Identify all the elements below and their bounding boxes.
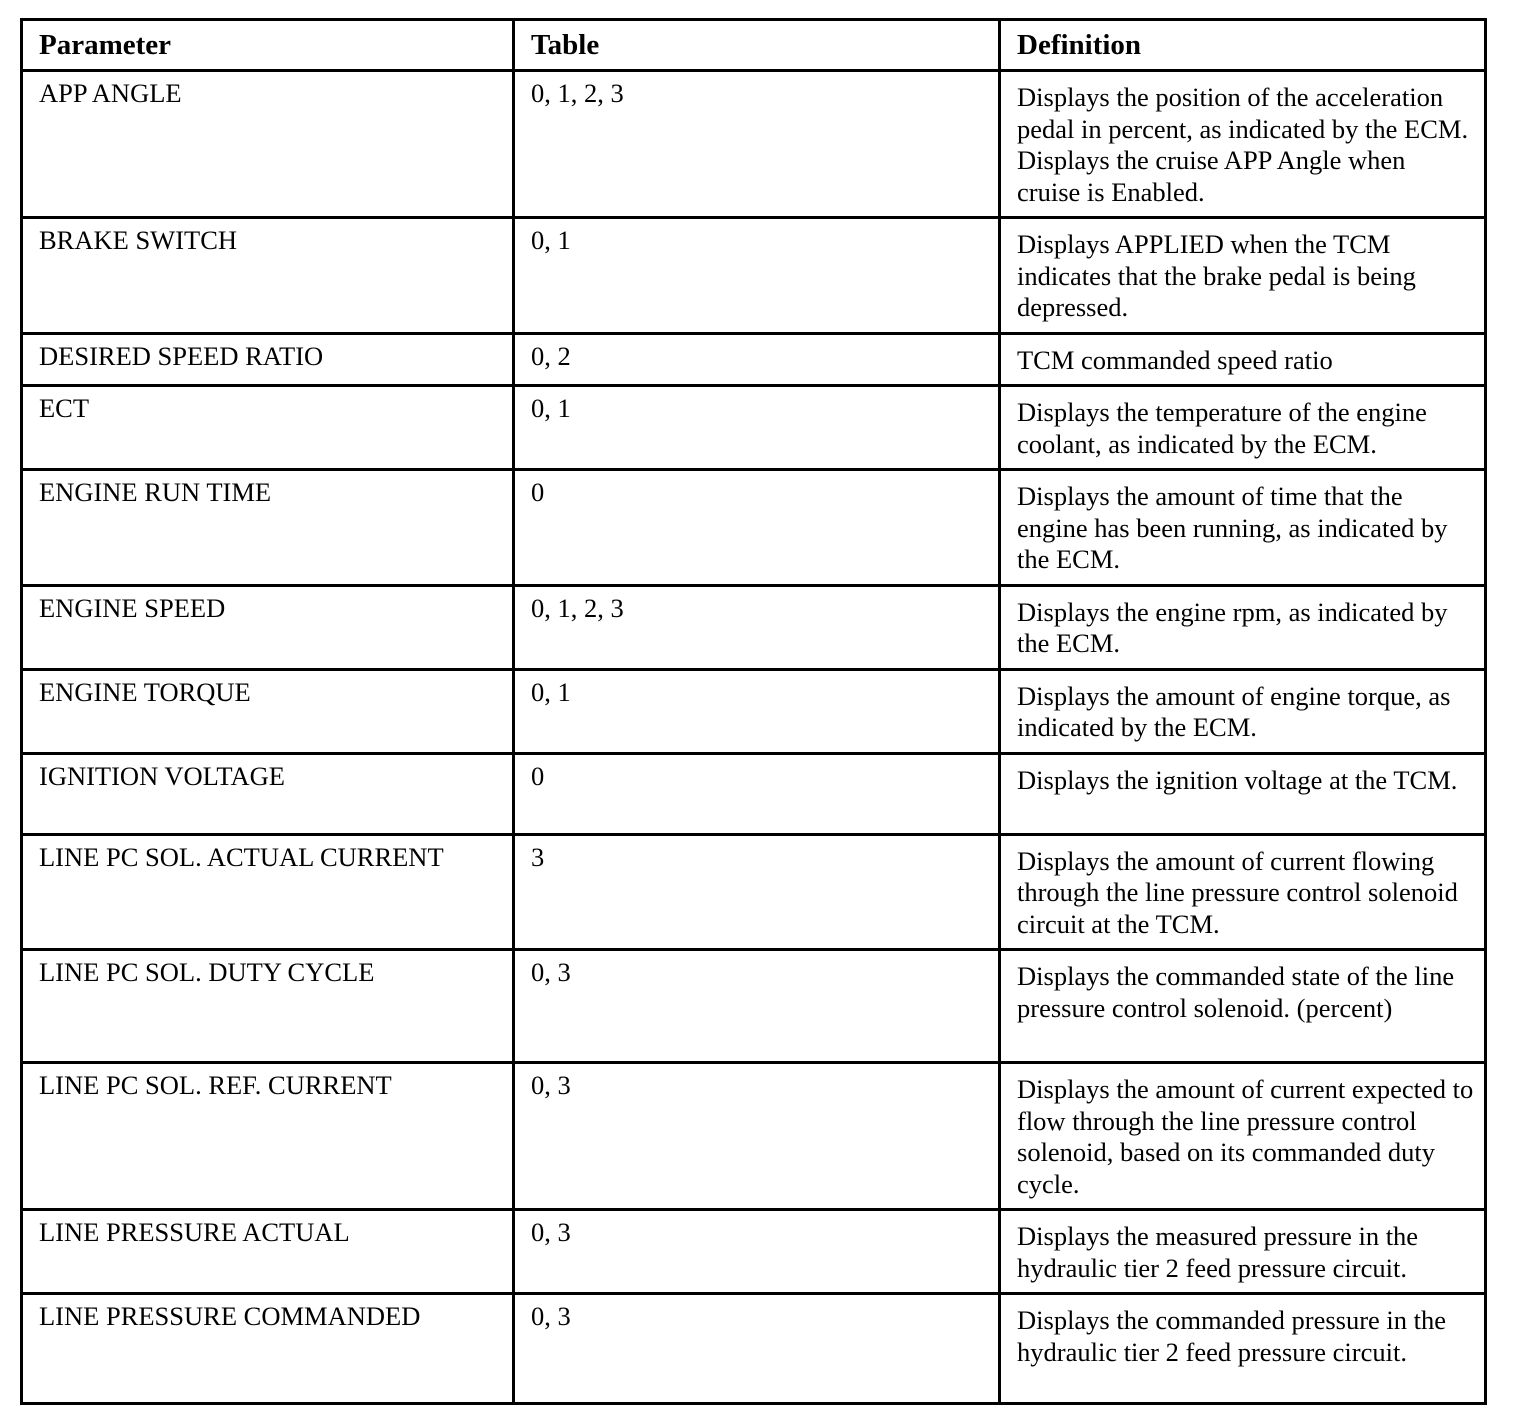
parameter-cell: LINE PC SOL. ACTUAL CURRENT <box>22 834 514 950</box>
table-body <box>22 71 1486 1404</box>
parameter-cell: LINE PC SOL. REF. CURRENT <box>22 1063 514 1210</box>
parameter-cell: DESIRED SPEED RATIO <box>22 333 514 386</box>
table-cell: 0, 3 <box>514 1294 1000 1404</box>
definition-cell: Displays the amount of current expected to flow through the line pressure control solenoid, based on its commanded duty cycle. <box>1000 1063 1486 1210</box>
definition-cell: Displays the amount of engine torque, as indicated by the ECM. <box>1000 669 1486 753</box>
table-cell: 0, 1, 2, 3 <box>514 71 1000 218</box>
parameter-cell: LINE PRESSURE ACTUAL <box>22 1210 514 1294</box>
table-row <box>22 1063 1486 1210</box>
table-cell: 0, 2 <box>514 333 1000 386</box>
table-cell: 3 <box>514 834 1000 950</box>
table-row <box>22 218 1486 334</box>
definition-cell: Displays the temperature of the engine coolant, as indicated by the ECM. <box>1000 386 1486 470</box>
table-row <box>22 386 1486 470</box>
table-row <box>22 333 1486 386</box>
parameter-cell: ENGINE TORQUE <box>22 669 514 753</box>
parameter-cell: LINE PRESSURE COMMANDED <box>22 1294 514 1404</box>
parameter-cell: LINE PC SOL. DUTY CYCLE <box>22 950 514 1063</box>
definition-cell: Displays the engine rpm, as indicated by the ECM. <box>1000 585 1486 669</box>
parameter-cell: ECT <box>22 386 514 470</box>
definition-cell: Displays the amount of time that the engine has been running, as indicated by the ECM. <box>1000 470 1486 586</box>
definition-cell: Displays APPLIED when the TCM indicates that the brake pedal is being depressed. <box>1000 218 1486 334</box>
table-cell: 0, 1, 2, 3 <box>514 585 1000 669</box>
definition-cell: Displays the commanded pressure in the hydraulic tier 2 feed pressure circuit. <box>1000 1294 1486 1404</box>
table-cell: 0 <box>514 753 1000 834</box>
parameter-cell: APP ANGLE <box>22 71 514 218</box>
parameter-table <box>20 18 1487 1405</box>
header-definition: Definition <box>1000 20 1486 71</box>
parameter-cell: ENGINE SPEED <box>22 585 514 669</box>
table-row <box>22 1210 1486 1294</box>
table-cell: 0, 3 <box>514 950 1000 1063</box>
header-table: Table <box>514 20 1000 71</box>
definition-cell: TCM commanded speed ratio <box>1000 333 1486 386</box>
table-row <box>22 950 1486 1063</box>
table-cell: 0, 1 <box>514 669 1000 753</box>
table-row <box>22 669 1486 753</box>
table-header <box>22 20 1486 71</box>
table-row <box>22 753 1486 834</box>
table-cell: 0, 1 <box>514 218 1000 334</box>
parameter-cell: IGNITION VOLTAGE <box>22 753 514 834</box>
header-row <box>22 20 1486 71</box>
table-row <box>22 1294 1486 1404</box>
table-row <box>22 71 1486 218</box>
table-cell: 0, 1 <box>514 386 1000 470</box>
table-cell: 0 <box>514 470 1000 586</box>
table-row <box>22 470 1486 586</box>
parameter-cell: BRAKE SWITCH <box>22 218 514 334</box>
definition-cell: Displays the commanded state of the line pressure control solenoid. (percent) <box>1000 950 1486 1063</box>
table-row <box>22 834 1486 950</box>
definition-cell: Displays the measured pressure in the hydraulic tier 2 feed pressure circuit. <box>1000 1210 1486 1294</box>
table-row <box>22 585 1486 669</box>
definition-cell: Displays the amount of current flowing through the line pressure control solenoid circuit at the TCM. <box>1000 834 1486 950</box>
table-cell: 0, 3 <box>514 1210 1000 1294</box>
table-cell: 0, 3 <box>514 1063 1000 1210</box>
definition-cell: Displays the position of the acceleration pedal in percent, as indicated by the ECM. Displays the cruise APP Angle when cruise is Enabled. <box>1000 71 1486 218</box>
parameter-cell: ENGINE RUN TIME <box>22 470 514 586</box>
definition-cell: Displays the ignition voltage at the TCM. <box>1000 753 1486 834</box>
header-parameter: Parameter <box>22 20 514 71</box>
